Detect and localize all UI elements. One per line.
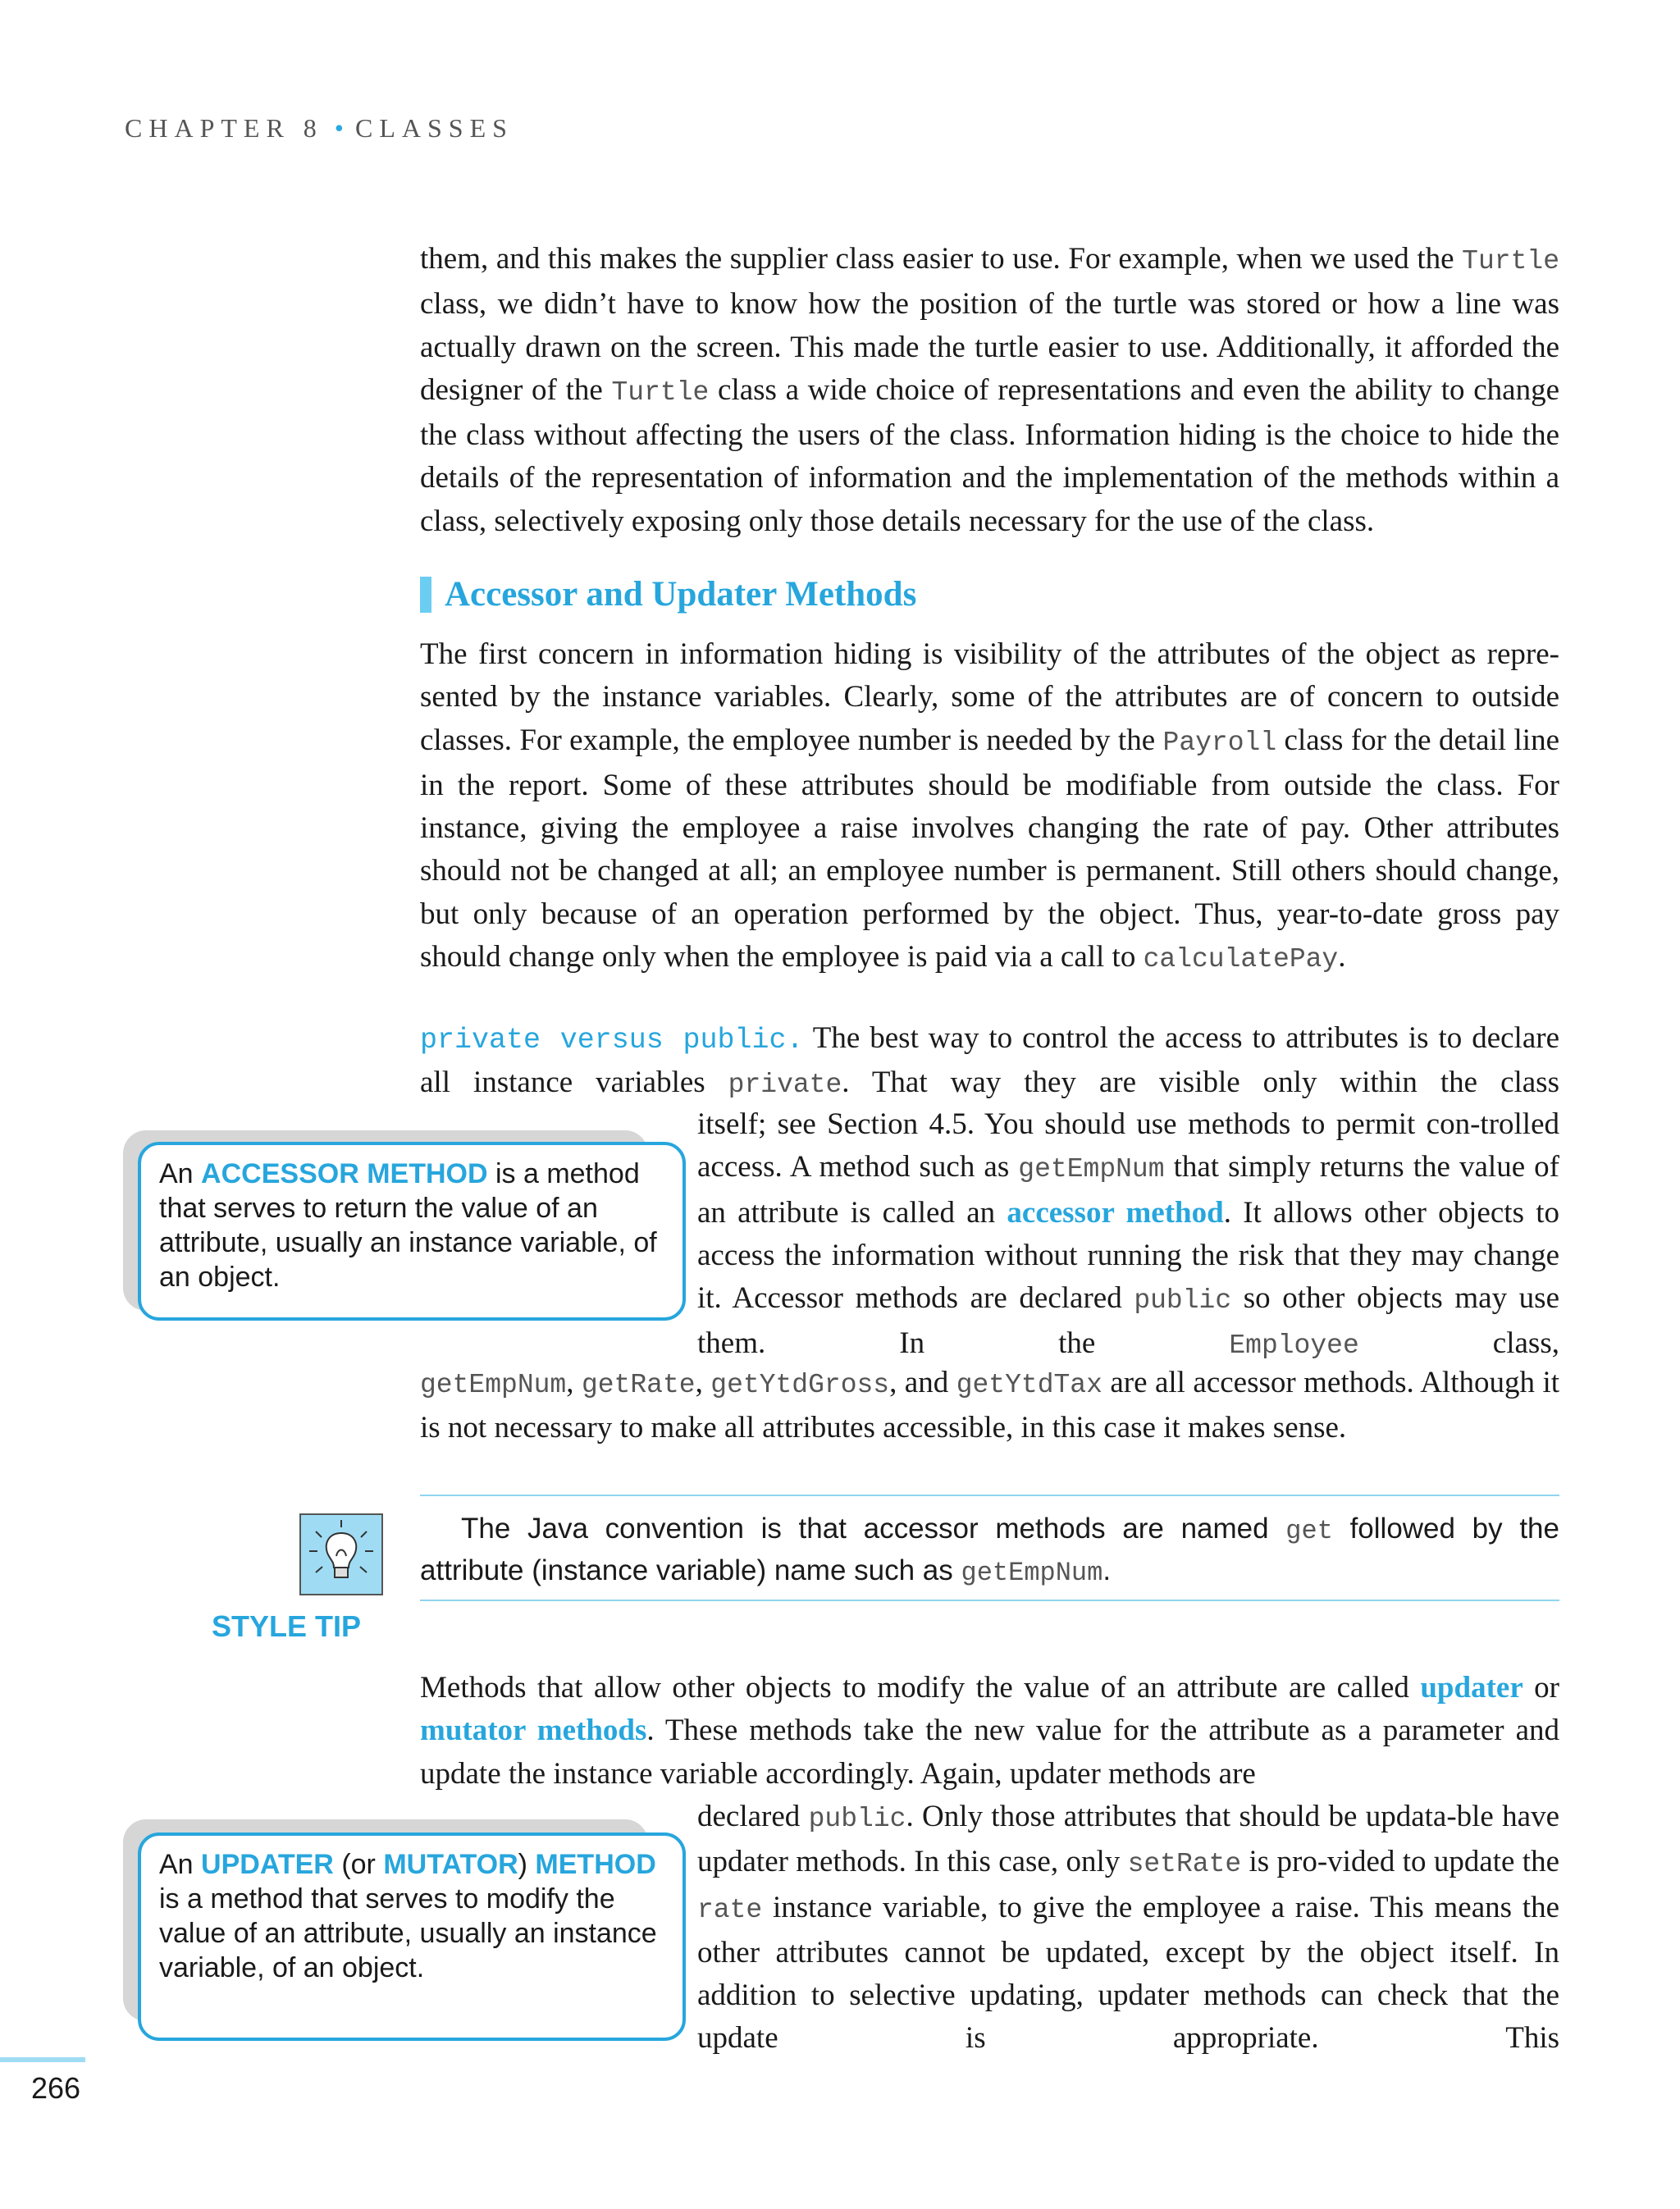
text: them, and this makes the supplier class easier to use. For example, when we used the [420,242,1463,276]
page-number-bar [0,2057,85,2062]
text: . [1102,1554,1112,1586]
code-public: public [1134,1285,1232,1317]
code-getempnum: getEmpNum [1018,1154,1165,1185]
text: The best way to control the access to attributes is to declare all instance variables [420,1021,1559,1100]
style-tip-label: STYLE TIP [212,1609,362,1643]
text: (or [333,1849,384,1880]
code-rate: rate [697,1894,763,1925]
text: . It allows other objects to access the information without running the risk that they may change it. Accessor methods are declared [697,1195,1559,1316]
accessor-method-definition-box [138,1142,686,1321]
paragraph-accessor-list [420,1362,1559,1450]
code-turtle: Turtle [611,377,710,408]
keyword-mutator: MUTATOR [383,1849,518,1880]
text: ) [518,1849,536,1880]
text: instance variable, to give the employee a raise. This means the other attributes cannot be updated, except by the object itself. In addition to selective updating, updater methods can check that the update is appropriate. This [697,1890,1559,2056]
text: that simply returns the value of an attribute is called an [697,1150,1559,1230]
text: itself; see Section 4.5. You should use methods to permit con-trolled access. A method such as [697,1107,1559,1184]
code-employee: Employee [1229,1330,1359,1362]
code-getytdgross: getYtdGross [710,1370,890,1400]
text: class, we didn’t have to know how the position of the turtle was stored or how a line was actually drawn on the screen. This made the turtle easier to use. Additionally, it afforded the designer of the [420,287,1559,407]
code-payroll: Payroll [1162,727,1277,758]
running-head [125,113,514,144]
paragraph-private-public-cont [697,1103,1559,1368]
code-getrate: getRate [581,1370,696,1400]
text: Methods that allow other objects to modify the value of an attribute are called [420,1671,1421,1705]
section-heading-text: Accessor and Updater Methods [445,575,917,614]
code-getytdtax: getYtdTax [956,1370,1102,1400]
code-calculatepay: calculatePay [1143,944,1339,975]
text: , [695,1366,711,1399]
text: The first concern in information hiding is visibility of the attributes of the object as repre-sented by the instance variables. Clearly, some of the attributes are of concern to outside classes. For example, the employee number is needed by the [420,637,1559,757]
code-private: private [728,1070,842,1101]
lightbulb-icon-graphic [301,1515,381,1594]
text: are all accessor methods. Although it is not necessary to make all attributes accessible, in this case it makes sense. [420,1366,1559,1445]
heading-bar [420,577,431,613]
text: , and [889,1366,956,1399]
tip-rule-top [420,1495,1559,1496]
text: . That way they are visible only within the class [842,1066,1559,1100]
code-turtle: Turtle [1462,246,1559,276]
text: , [566,1366,582,1399]
text: class for the detail line in the report. Some of these attributes should be modifiable from outside the class. For instance, giving the employee a raise involves changing the rate of pay. Other attributes should not be changed at all; an employee number is permanent. Still others should change, but only because of an operation performed by the object. Thus, year-to-date gross pay should change only when the employee is paid via a call to [420,723,1559,974]
keyword-method: METHOD [535,1849,656,1880]
lightbulb-icon [299,1513,383,1595]
text: class a wide choice of representations and even the ability to change the class without affecting the users of the class. Information hiding is the choice to hide the details of the representation of information and the implementation of the methods within a class, selectively exposing only those details necessary for the use of the class. [420,372,1559,538]
code-getempnum: getEmpNum [961,1558,1103,1588]
text: is a method that serves to modify the value of an attribute, usually an instance variable, of an object. [159,1883,657,1983]
text: so other objects may use them. In the [697,1281,1560,1361]
paragraph-private-public [420,1017,1559,1107]
page-number: 266 [31,2071,81,2105]
text: class, [1358,1326,1559,1361]
term-accessor-method: accessor method [1007,1195,1224,1230]
chapter-title: CLASSES [355,113,514,143]
term-updater: updater [1420,1671,1523,1705]
text: . These methods take the new value for the attribute as a parameter and update the instance variable accordingly. Again, updater methods are [420,1714,1560,1791]
keyword-accessor-method: ACCESSOR METHOD [201,1158,488,1189]
code-setrate: setRate [1127,1849,1242,1880]
text: . Only those attributes that should be updata-ble have updater methods. In this case, only [697,1800,1559,1879]
term-mutator-methods: mutator methods [420,1714,647,1748]
code-public: public [808,1804,906,1834]
style-tip-text [420,1509,1559,1593]
code-get: get [1285,1516,1333,1546]
paragraph-updater-cont [697,1796,1559,2061]
text: The Java convention is that accessor methods are named [461,1513,1286,1545]
text: or [1522,1671,1559,1705]
runin-heading: private versus public. [420,1024,804,1057]
paragraph-updater [420,1667,1559,1796]
paragraph-information-hiding [420,238,1559,543]
text: is pro-vided to update the [1241,1845,1559,1879]
updater-method-definition-box [138,1832,686,2041]
text: An [159,1158,202,1189]
text: An [159,1849,202,1880]
chapter-label: CHAPTER 8 [125,113,323,143]
tip-rule-bottom [420,1600,1559,1601]
section-heading [420,574,916,614]
text: is a method that serves to return the value of an attribute, usually an instance variable, of an object. [159,1158,657,1293]
text: followed by the attribute (instance variable) name such as [420,1513,1559,1586]
paragraph-visibility [420,633,1559,981]
code-getempnum: getEmpNum [420,1370,567,1400]
separator-dot: • [334,113,344,143]
text: declared [697,1800,809,1833]
keyword-updater: UPDATER [201,1849,334,1880]
text: . [1338,940,1346,974]
